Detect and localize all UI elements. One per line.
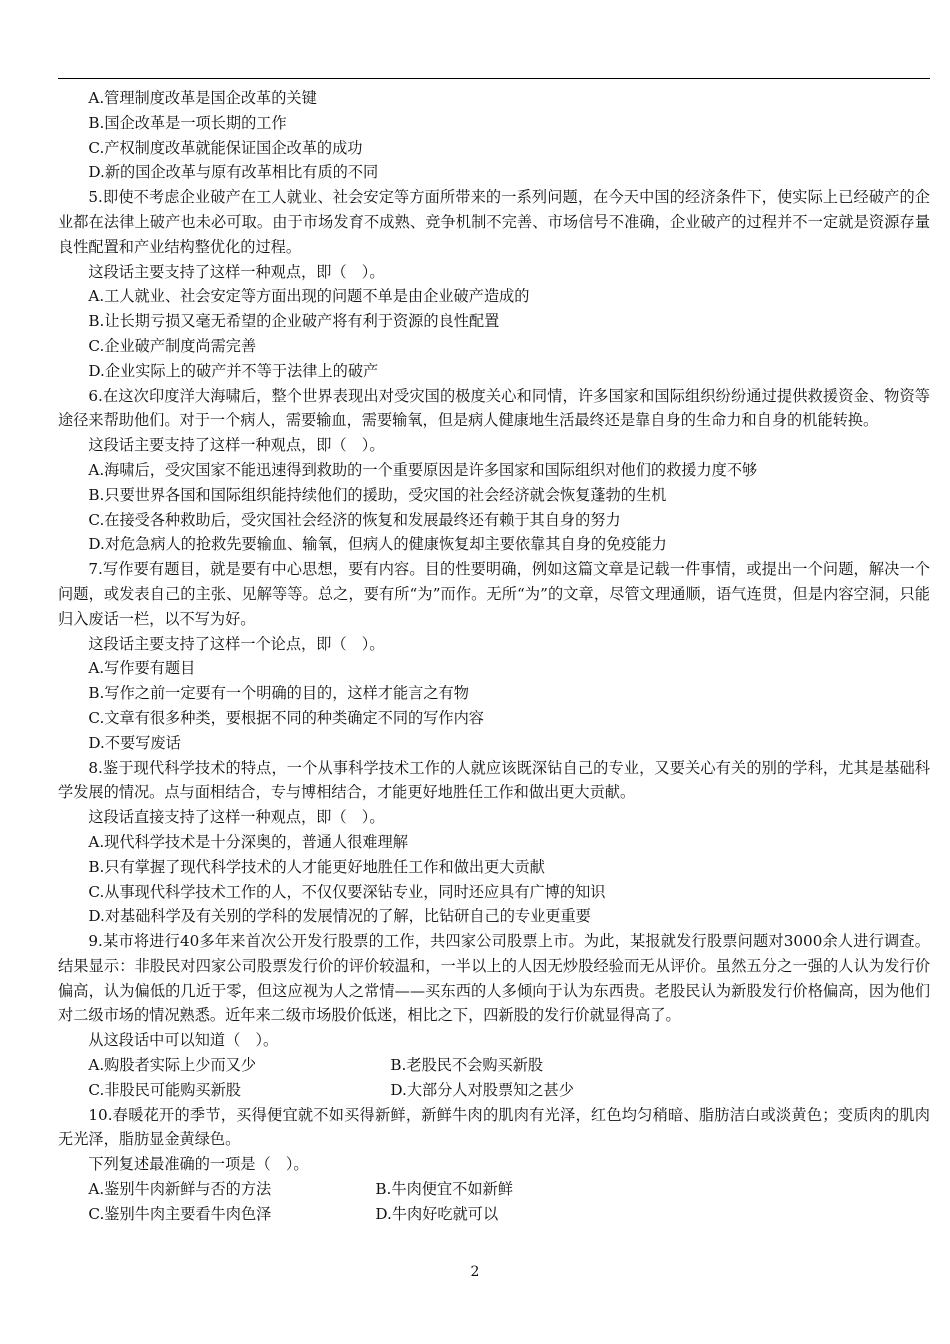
- question-5-prompt: 这段话主要支持了这样一种观点，即（ ）。: [88, 262, 385, 281]
- question-6-option-d: D.对危急病人的抢救先要输血、输氧，但病人的健康恢复却主要依靠其自身的免疫能力: [88, 535, 667, 554]
- option-prev-c: C.产权制度改革就能保证国企改革的成功: [88, 138, 363, 157]
- question-6-option-a: A.海啸后，受灾国家不能迅速得到救助的一个重要原因是许多国家和国际组织对他们的救援力度不够: [88, 460, 758, 479]
- question-10-options-row-2: [58, 1202, 930, 1227]
- question-8-option-d: D.对基础科学及有关别的学科的发展情况的了解，比钻研自己的专业更重要: [88, 907, 591, 926]
- question-10-option-a: A.鉴别牛肉新鲜与否的方法: [88, 1180, 272, 1199]
- question-5-option-a: A.工人就业、社会安定等方面出现的问题不单是由企业破产造成的: [88, 287, 530, 306]
- question-6-text: 6.在这次印度洋大海啸后，整个世界表现出对受灾国的极度关心和同情，许多国家和国际组织纷纷通过提供救援资金、物资等途径来帮助他们。对于一个病人，需要输血，需要输氧，但是病人健康地生活最终还是靠自身的生命力和自身的机能转换。: [58, 386, 930, 430]
- question-9-prompt: 从这段话中可以知道（ ）。: [88, 1031, 279, 1050]
- question-7-option-b: B.写作之前一定要有一个明确的目的，这样才能言之有物: [88, 684, 469, 703]
- question-10-option-c: C.鉴别牛肉主要看牛肉色泽: [88, 1204, 272, 1223]
- question-8-option-a: A.现代科学技术是十分深奥的，普通人很难理解: [88, 832, 408, 851]
- question-7-option-c: C.文章有很多种类，要根据不同的种类确定不同的写作内容: [88, 708, 484, 727]
- question-10-text: 10.春暖花开的季节，买得便宜就不如买得新鲜，新鲜牛肉的肌肉有光泽，红色均匀稍暗、脂肪洁白或淡黄色；变质肉的肌肉无光泽，脂肪显金黄绿色。: [58, 1105, 930, 1149]
- question-6-option-c: C.在接受各种救助后，受灾国社会经济的恢复和发展最终还有赖于其自身的努力: [88, 510, 621, 529]
- question-9-option-b: B.老股民不会购买新股: [390, 1056, 544, 1075]
- document-body: [58, 86, 930, 1227]
- question-8-option-b: B.只有掌握了现代科学技术的人才能更好地胜任工作和做出更大贡献: [88, 857, 545, 876]
- option-prev-b: B.国企改革是一项长期的工作: [88, 113, 287, 132]
- question-5-option-c: C.企业破产制度尚需完善: [88, 336, 257, 355]
- question-7-text: 7.写作要有题目，就是要有中心思想，要有内容。目的性要明确，例如这篇文章是记载一件事情，或提出一个问题，解决一个问题，或发表自己的主张、见解等等。总之，要有所“为”而作。无所“为”的文章，尽管文理通顺，语气连贯，但是内容空洞，只能归入废话一栏，以不写为好。: [58, 560, 930, 628]
- question-7-prompt: 这段话主要支持了这样一个论点，即（ ）。: [88, 634, 385, 653]
- question-7-option-d: D.不要写废话: [88, 733, 181, 752]
- question-5-text: 5.即使不考虑企业破产在工人就业、社会安定等方面所带来的一系列问题，在今天中国的经济条件下，使实际上已经破产的企业都在法律上破产也未必可取。由于市场发育不成熟、竞争机制不完善、市场信号不准确，企业破产的过程并不一定就是资源存量良性配置和产业结构整优化的过程。: [58, 188, 930, 256]
- question-5-option-d: D.企业实际上的破产并不等于法律上的破产: [88, 361, 379, 380]
- question-9-option-d: D.大部分人对股票知之甚少: [390, 1080, 574, 1099]
- question-10-options-row-1: [58, 1177, 930, 1202]
- question-10-prompt: 下列复述最准确的一项是（ ）。: [88, 1155, 309, 1174]
- question-8-option-c: C.从事现代科学技术工作的人，不仅仅要深钻专业，同时还应具有广博的知识: [88, 882, 606, 901]
- question-9-option-a: A.购股者实际上少而又少: [88, 1056, 257, 1075]
- question-10-option-b: B.牛肉便宜不如新鲜: [375, 1180, 513, 1199]
- question-6-prompt: 这段话主要支持了这样一种观点，即（ ）。: [88, 436, 385, 455]
- question-8-text: 8.鉴于现代科学技术的特点，一个从事科学技术工作的人就应该既深钻自己的专业，又要关心有关的别的学科，尤其是基础科学发展的情况。点与面相结合，专与博相结合，才能更好地胜任工作和做出更大贡献。: [58, 758, 930, 802]
- question-7-option-a: A.写作要有题目: [88, 659, 196, 678]
- question-5-option-b: B.让长期亏损又毫无希望的企业破产将有利于资源的良性配置: [88, 312, 500, 331]
- question-8-prompt: 这段话直接支持了这样一种观点，即（ ）。: [88, 808, 385, 827]
- page-number: 2: [470, 1264, 480, 1280]
- header-rule: [58, 78, 930, 79]
- question-6-option-b: B.只要世界各国和国际组织能持续他们的援助，受灾国的社会经济就会恢复蓬勃的生机: [88, 485, 667, 504]
- question-9-options-row-2: [58, 1078, 930, 1103]
- option-prev-d: D.新的国企改革与原有改革相比有质的不同: [88, 163, 379, 182]
- question-9-options-row-1: [58, 1053, 930, 1078]
- question-9-option-c: C.非股民可能购买新股: [88, 1080, 241, 1099]
- option-prev-a: A.管理制度改革是国企改革的关键: [88, 89, 317, 107]
- question-10-option-d: D.牛肉好吃就可以: [375, 1204, 499, 1223]
- question-9-text: 9.某市将进行40多年来首次公开发行股票的工作，共四家公司股票上市。为此，某报就发行股票问题对3000余人进行调查。结果显示：非股民对四家公司股票发行价的评价较温和，一半以上的人因无炒股经验而无从评价。虽然五分之一强的人认为发行价偏高，认为偏低的几近于零，但这应视为人之常情——买东西的人多倾向于认为东西贵。老股民认为新股发行价格偏高，因为他们对二级市场的情况熟悉。近年来二级市场股价低迷，相比之下，四新股的发行价就显得高了。: [58, 932, 930, 1025]
